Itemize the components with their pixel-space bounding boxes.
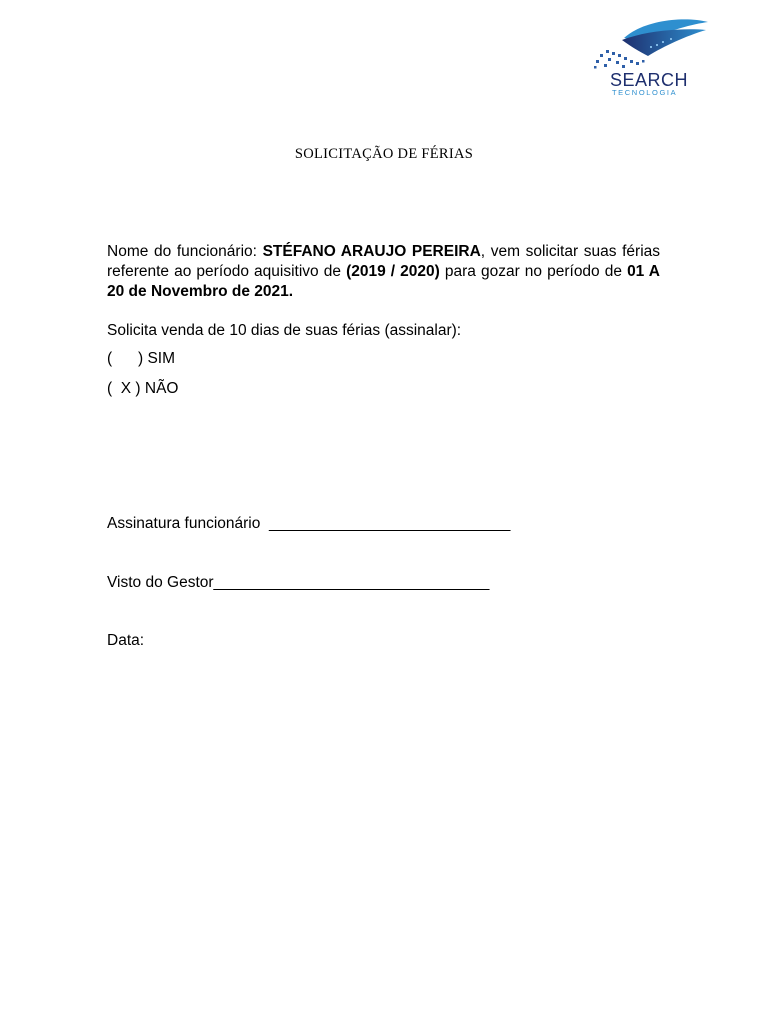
manager-approval-line: Visto do Gestor________________________________: [107, 574, 490, 591]
employee-signature-line: Assinatura funcionário ____________________________: [107, 515, 511, 532]
date-label: Data:: [107, 632, 145, 649]
paragraph-text-1: Nome do funcionário:: [107, 243, 263, 260]
swoosh-icon: [586, 16, 716, 76]
sell-days-question: Solicita venda de 10 dias de suas férias (assinalar):: [107, 322, 462, 339]
request-paragraph: [107, 242, 660, 302]
option-nao: ( X ) NÃO: [107, 380, 179, 397]
logo-subtitle: TECNOLOGIA: [612, 88, 678, 97]
option-sim: ( ) SIM: [107, 350, 176, 367]
acquisition-period: (2019 / 2020): [346, 263, 440, 280]
company-logo: [586, 16, 716, 100]
document-title: SOLICITAÇÃO DE FÉRIAS: [294, 146, 474, 162]
logo-wordmark: SEARCH: [610, 70, 689, 90]
paragraph-text-2: , vem solicitar suas férias referente ao período aquisitivo de: [107, 243, 661, 280]
vacation-dates: 01 A 20 de Novembro de 2021.: [107, 263, 660, 300]
paragraph-text-3: para gozar no período de: [439, 263, 628, 280]
employee-name: STÉFANO ARAUJO PEREIRA: [262, 243, 481, 260]
